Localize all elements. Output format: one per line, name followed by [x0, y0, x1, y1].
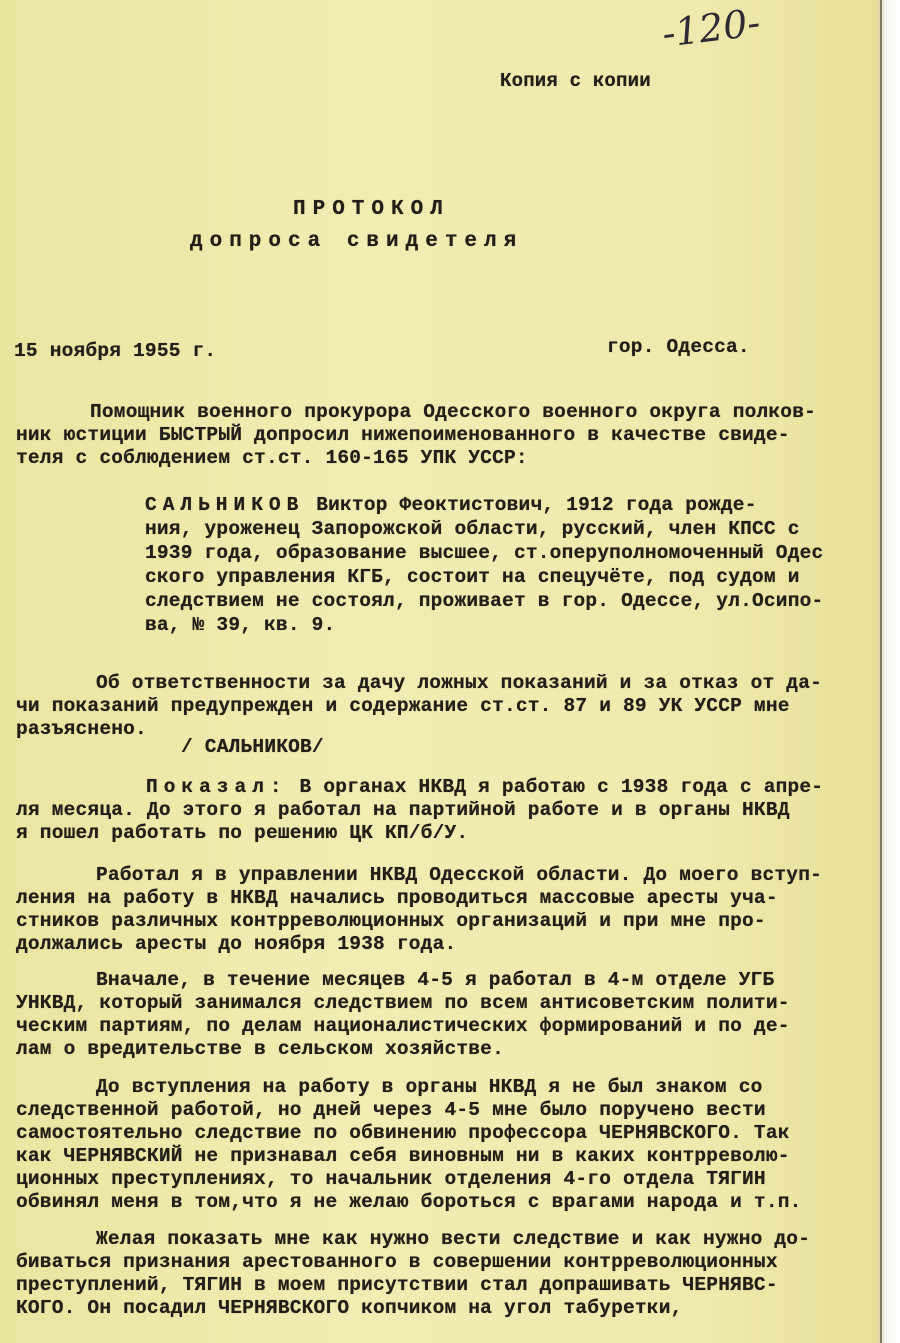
p1-line-2: ля месяца. До этого я работал на партийной работе и в органы НКВД — [16, 799, 790, 821]
header-note: Копия с копии — [500, 70, 651, 92]
p4-line-3: самостоятельно следствие по обвинению профессора ЧЕРНЯВСКОГО. Так — [16, 1122, 790, 1144]
witness-signature: / САЛЬНИКОВ/ — [181, 736, 324, 758]
testimony-text: В органах НКВД я работаю с 1938 года с апре- — [287, 776, 824, 798]
witness-line-3: 1939 года, образование высшее, ст.оперуполномоченный Одес — [145, 542, 824, 564]
p5-line-2: биваться признания арестованного в совершении контрреволюционных — [16, 1251, 778, 1273]
witness-line-4: ского управления КГБ, состоит на спецучёте, под судом и — [145, 566, 800, 588]
p4-line-4: как ЧЕРНЯВСКИЙ не признавал себя виновным ни в каких контрреволю- — [16, 1145, 790, 1167]
date: 15 ноября 1955 г. — [14, 340, 217, 362]
intro-line-2: ник юстиции БЫСТРЫЙ допросил нижепоименованного в качестве свиде- — [16, 424, 790, 446]
warning-line-2: чи показаний предупрежден и содержание ст.ст. 87 и 89 УК УССР мне — [16, 695, 790, 717]
p5-line-1: Желая показать мне как нужно вести следствие и как нужно до- — [96, 1228, 811, 1250]
testimony-line-1 — [146, 776, 823, 798]
warning-line-3: разъяснено. — [16, 718, 147, 740]
intro-line-3: теля с соблюдением ст.ст. 160-165 УПК УССР: — [16, 447, 528, 469]
p5-line-4: КОГО. Он посадил ЧЕРНЯВСКОГО копчиком на угол табуретки, — [16, 1297, 683, 1319]
witness-line-1 — [145, 494, 757, 516]
p3-line-3: ческим партиям, по делам националистических формирований и по де- — [16, 1015, 790, 1037]
witness-name-text: Виктор Феоктистович, 1912 года рожде- — [304, 494, 757, 516]
p4-line-5: ционных преступлениях, то начальник отделения 4-го отдела ТЯГИН — [16, 1168, 766, 1190]
warning-line-1: Об ответственности за дачу ложных показаний и за отказ от да- — [96, 672, 823, 694]
p4-line-6: обвинял меня в том,что я не желаю бороться с врагами народа и т.п. — [16, 1191, 802, 1213]
place: гор. Одесса. — [607, 336, 750, 358]
document-title: ПРОТОКОЛ — [293, 198, 450, 221]
p3-line-4: лам о вредительстве в сельском хозяйстве. — [16, 1038, 504, 1060]
intro-line-1: Помощник военного прокурора Одесского военного округа полков- — [90, 401, 817, 423]
p2-line-1: Работал я в управлении НКВД Одесской области. До моего вступ- — [96, 864, 823, 886]
p3-line-2: УНКВД, который занимался следствием по всем антисоветским полити- — [16, 992, 790, 1014]
page-edge-line — [880, 0, 882, 1343]
document-subtitle: допроса свидетеля — [190, 230, 524, 253]
witness-surname: САЛЬНИКОВ — [145, 494, 305, 516]
p5-line-3: преступлений, ТЯГИН в моем присутствии стал допрашивать ЧЕРНЯВС- — [16, 1274, 778, 1296]
page-number-handwritten: -120- — [659, 0, 763, 56]
p2-line-4: должались аресты до ноября 1938 года. — [16, 933, 457, 955]
witness-line-2: ния, уроженец Запорожской области, русский, член КПСС с — [145, 518, 800, 540]
p4-line-2: следственной работой, но дней через 4-5 мне было поручено вести — [16, 1099, 766, 1121]
p1-line-3: я пошел работать по решению ЦК КП/б/У. — [16, 822, 469, 844]
p3-line-1: Вначале, в течение месяцев 4-5 я работал в 4-м отделе УГБ — [96, 969, 775, 991]
p2-line-3: стников различных контрреволюционных организаций и при мне про- — [16, 910, 766, 932]
p4-line-1: До вступления на работу в органы НКВД я не был знаком со — [96, 1076, 763, 1098]
testimony-label: Показал: — [146, 776, 288, 798]
witness-line-6: ва, № 39, кв. 9. — [145, 614, 336, 636]
p2-line-2: ления на работу в НКВД начались проводиться массовые аресты уча- — [16, 887, 778, 909]
witness-line-5: следствием не состоял, проживает в гор. Одессе, ул.Осипо- — [145, 590, 824, 612]
